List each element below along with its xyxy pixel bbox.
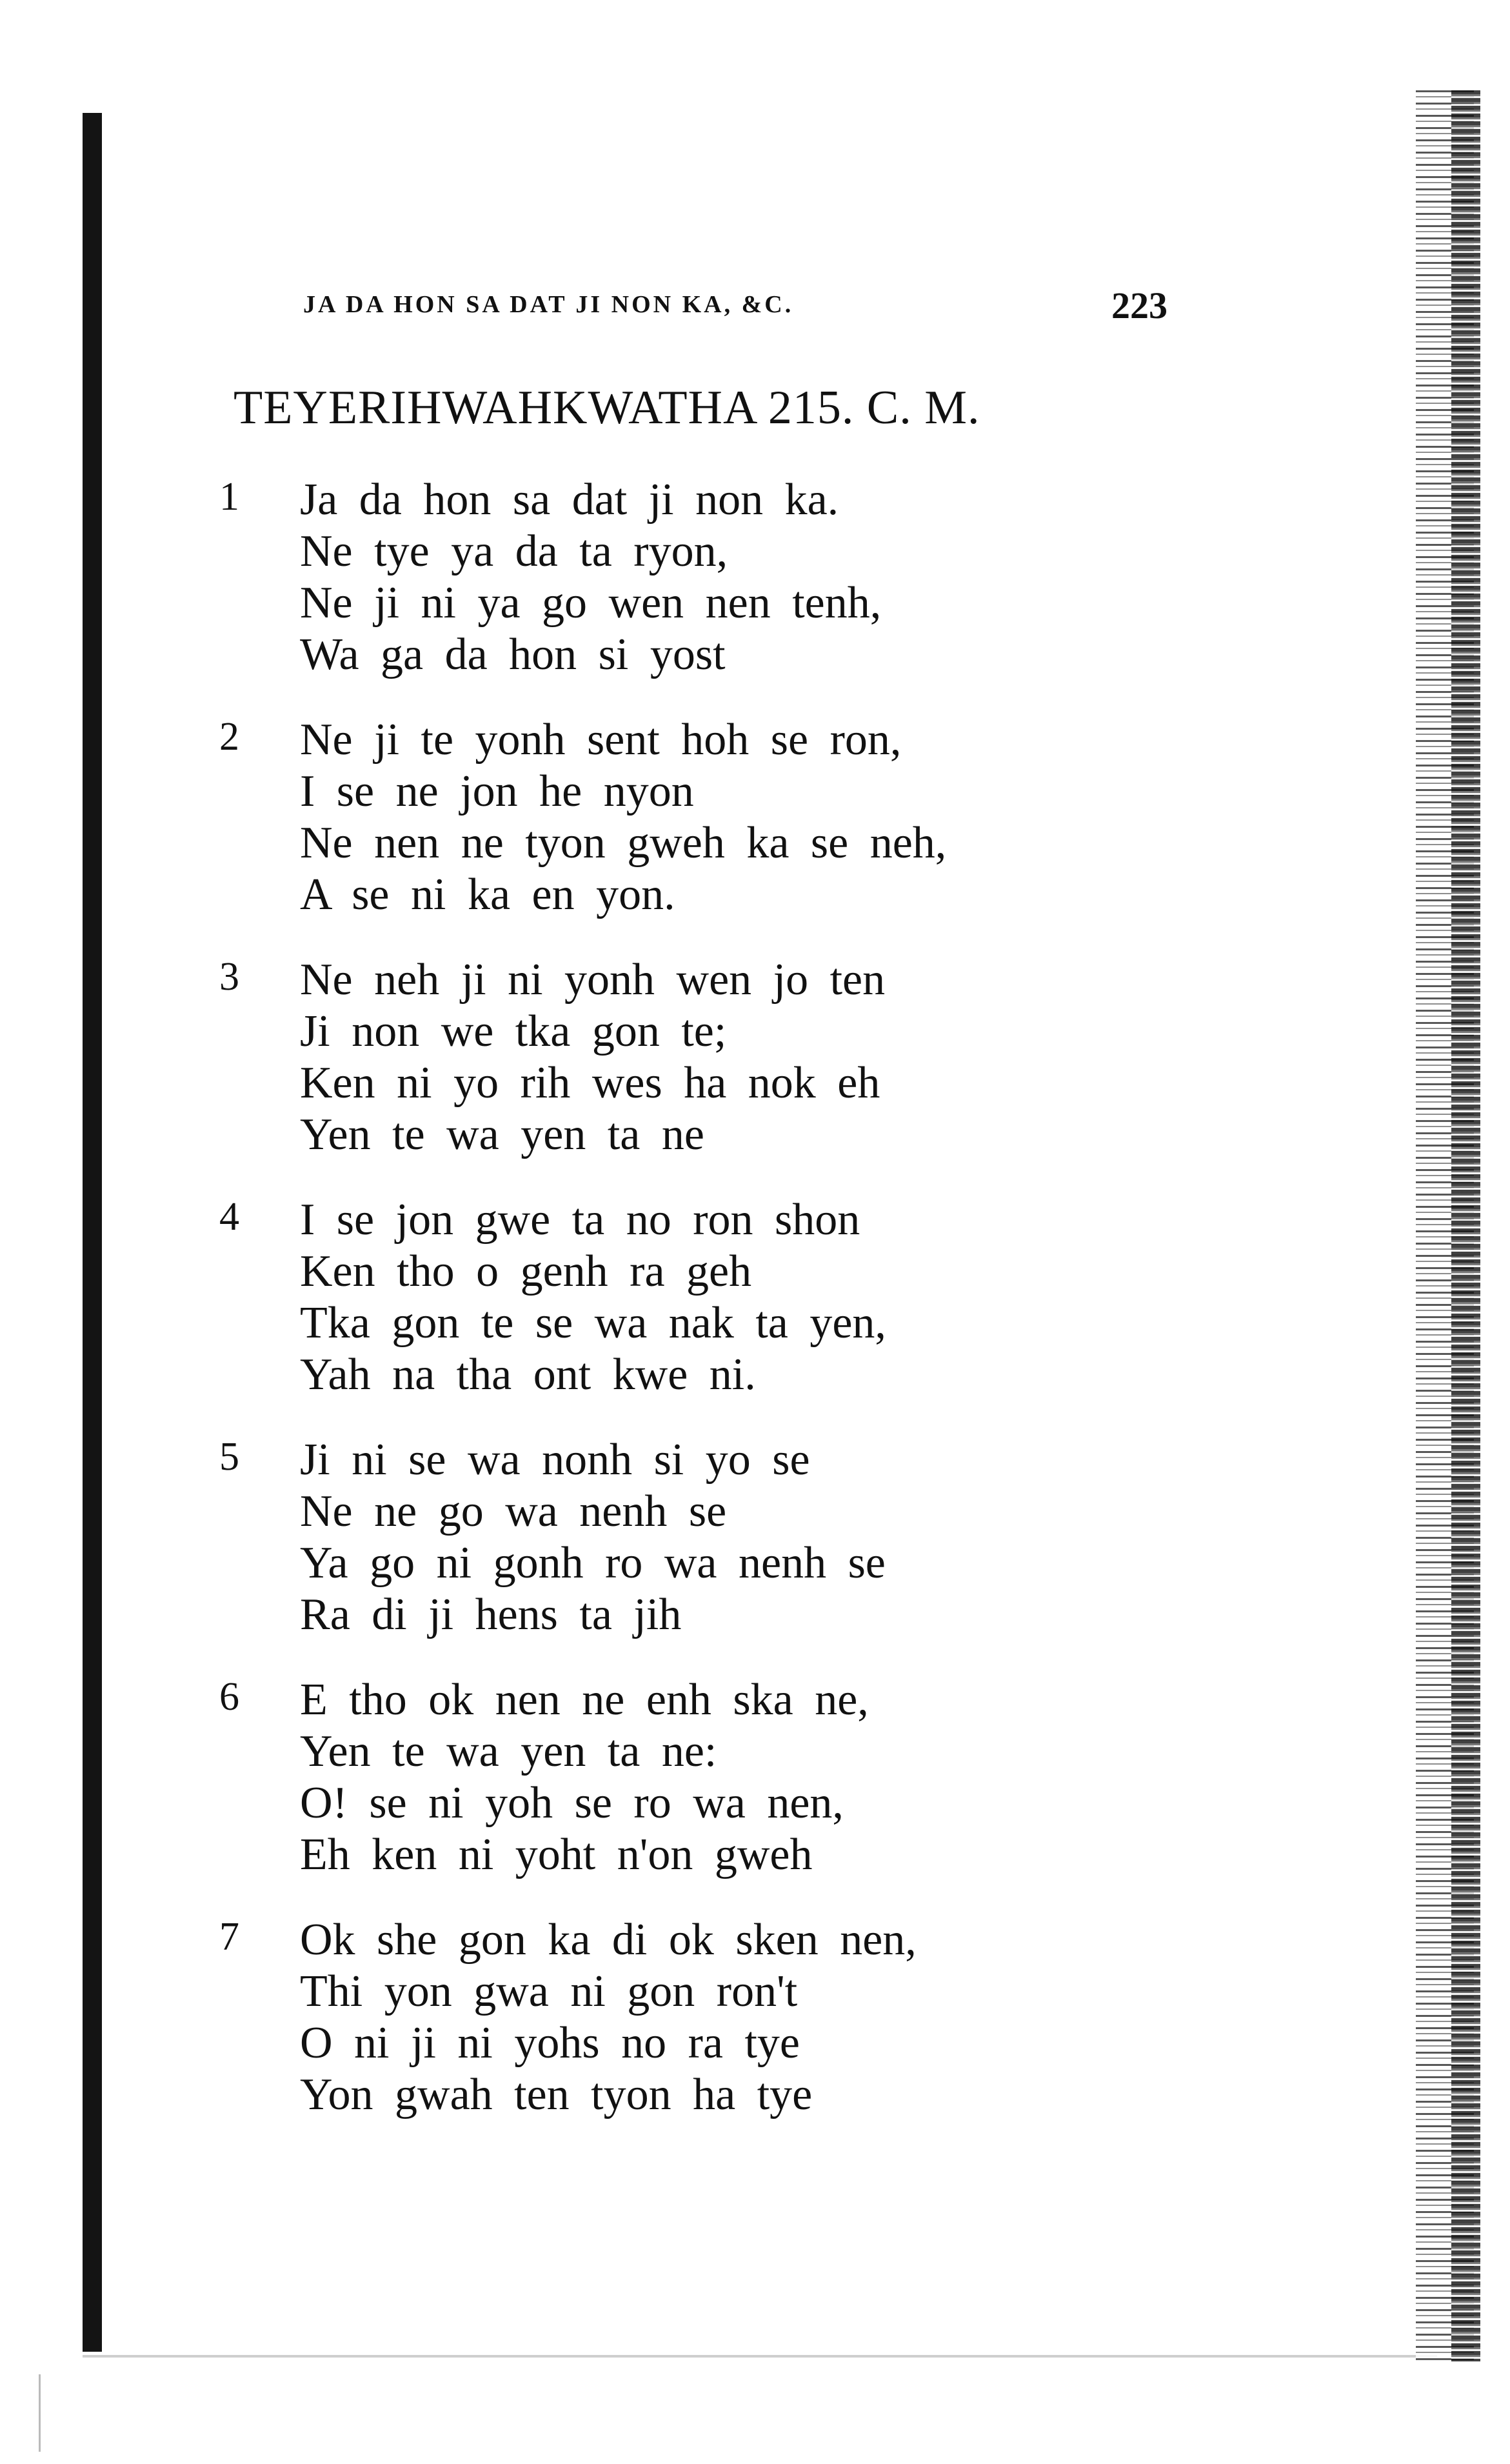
verse-line: Yon gwah ten tyon ha tye [300, 2070, 813, 2119]
verse-number: 5 [219, 1435, 239, 1479]
hymn-verses [219, 474, 1122, 2154]
hymn-title: TEYERIHWAHKWATHA 215. C. M. [233, 381, 980, 434]
verse-line: Yah na tha ont kwe ni. [300, 1350, 756, 1399]
verse-line: O! se ni yoh se ro wa nen, [300, 1778, 844, 1828]
verse-line: Thi yon gwa ni gon ron't [300, 1967, 798, 2016]
verse-lines [300, 1194, 886, 1401]
verse-line: Yen te wa yen ta ne [300, 1110, 704, 1159]
verse [219, 714, 1122, 954]
verse-lines [300, 714, 946, 921]
verse-lines [300, 1674, 869, 1881]
running-title: JA DA HON SA DAT JI NON KA, &C. [303, 291, 794, 318]
verse [219, 1194, 1122, 1434]
verse-lines [300, 954, 885, 1161]
verse-line: Yen te wa yen ta ne: [300, 1727, 717, 1776]
verse-line: Ken tho o genh ra geh [300, 1247, 752, 1296]
verse-line: Ji ni se wa nonh si yo se [300, 1435, 810, 1485]
verse-line: Ne ji ni ya go wen nen tenh, [300, 578, 882, 628]
page-bottom-edge [83, 2355, 1437, 2358]
verse [219, 1914, 1122, 2154]
verse-line: Ji non we tka gon te; [300, 1007, 727, 1056]
page-edge-bleed-dark [1451, 90, 1480, 2361]
verse-line: Ne neh ji ni yonh wen jo ten [300, 955, 886, 1005]
verse-line: Ra di ji hens ta jih [300, 1590, 682, 1639]
verse-line: Ne ji te yonh sent hoh se ron, [300, 715, 902, 765]
verse-line: Ne tye ya da ta ryon, [300, 526, 728, 576]
verse-number: 3 [219, 955, 239, 999]
verse-number: 7 [219, 1915, 239, 1959]
verse [219, 474, 1122, 714]
verse-line: A se ni ka en yon. [300, 870, 675, 919]
binding-shadow [83, 113, 102, 2352]
verse-line: Eh ken ni yoht n'on gweh [300, 1830, 813, 1879]
verse-line: Tka gon te se wa nak ta yen, [300, 1298, 886, 1348]
running-header [303, 284, 1167, 329]
verse-lines [300, 1434, 886, 1641]
verse-lines [300, 474, 881, 681]
verse [219, 954, 1122, 1194]
verse-number: 2 [219, 715, 239, 759]
verse-line: Ok she gon ka di ok sken nen, [300, 1915, 917, 1965]
verse-lines [300, 1914, 917, 2121]
page-number: 223 [1111, 285, 1167, 326]
verse-line: E tho ok nen ne enh ska ne, [300, 1675, 869, 1725]
verse-line: Ne nen ne tyon gweh ka se neh, [300, 818, 947, 868]
verse-line: Ya go ni gonh ro wa nenh se [300, 1538, 886, 1588]
verse-number: 1 [219, 475, 239, 519]
verse-line: O ni ji ni yohs no ra tye [300, 2018, 800, 2068]
verse-line: Ja da hon sa dat ji non ka. [300, 475, 839, 525]
verse-line: Ne ne go wa nenh se [300, 1487, 727, 1536]
verse [219, 1434, 1122, 1674]
verse-line: I se jon gwe ta no ron shon [300, 1195, 860, 1245]
verse [219, 1674, 1122, 1914]
verse-number: 6 [219, 1675, 239, 1719]
verse-line: I se ne jon he nyon [300, 766, 694, 816]
scan-margin-mark [39, 2374, 41, 2452]
verse-number: 4 [219, 1195, 239, 1239]
verse-line: Ken ni yo rih wes ha nok eh [300, 1058, 880, 1108]
verse-line: Wa ga da hon si yost [300, 630, 726, 679]
